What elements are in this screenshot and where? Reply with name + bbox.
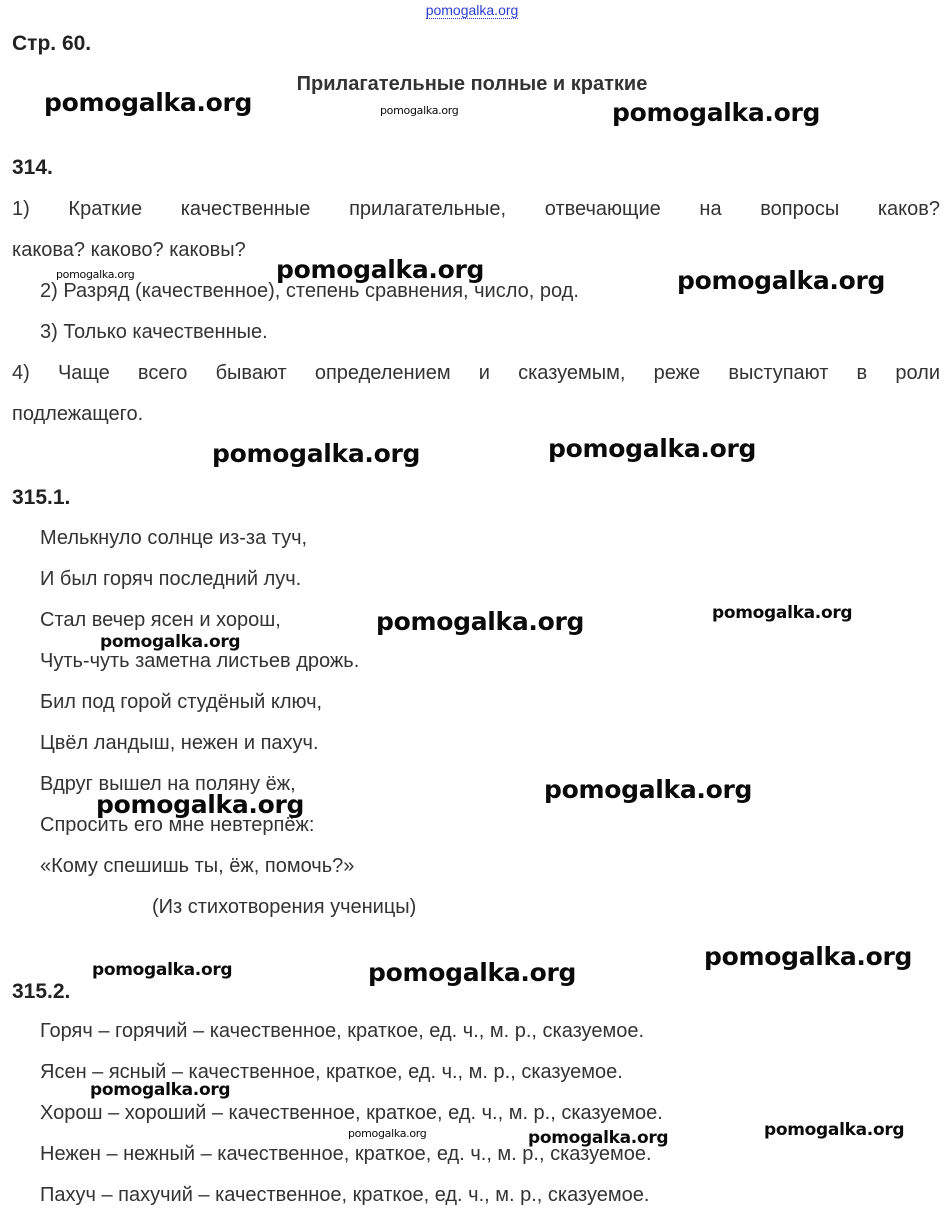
- exercise-314-paragraph-4-line-2: подлежащего.: [12, 403, 144, 425]
- poem-line: Бил под горой студёный ключ,: [40, 691, 323, 713]
- watermark: pomogalka.org: [368, 958, 577, 987]
- watermark: pomogalka.org: [704, 942, 913, 971]
- watermark: pomogalka.org: [677, 266, 886, 295]
- watermark: pomogalka.org: [90, 1080, 231, 1100]
- answer-line: Нежен – нежный – качественное, краткое, ед. ч., м. р., сказуемое.: [40, 1143, 652, 1165]
- watermark: pomogalka.org: [212, 439, 421, 468]
- poem-line: Мелькнуло солнце из-за туч,: [40, 527, 308, 549]
- top-watermark-text[interactable]: pomogalka.org: [425, 2, 519, 18]
- watermark: pomogalka.org: [764, 1120, 905, 1140]
- watermark: pomogalka.org: [712, 603, 853, 623]
- watermark: pomogalka.org: [96, 790, 305, 819]
- watermark: pomogalka.org: [100, 632, 241, 652]
- exercise-314-paragraph-1-line-2: какова? каково? каковы?: [12, 239, 246, 261]
- top-watermark-link[interactable]: [0, 2, 944, 18]
- watermark: pomogalka.org: [276, 255, 485, 284]
- exercise-315-1-number: 315.1.: [12, 486, 71, 509]
- poem-line: Чуть-чуть заметна листьев дрожь.: [40, 650, 360, 672]
- watermark: pomogalka.org: [376, 607, 585, 636]
- poem-line: Вдруг вышел на поляну ёж,: [40, 773, 296, 795]
- poem-line: «Кому спешишь ты, ёж, помочь?»: [40, 855, 355, 877]
- poem-line: Цвёл ландыш, нежен и пахуч.: [40, 732, 319, 754]
- watermark: pomogalka.org: [548, 434, 757, 463]
- watermark: pomogalka.org: [544, 775, 753, 804]
- answer-line: Ясен – ясный – качественное, краткое, ед. ч., м. р., сказуемое.: [40, 1061, 623, 1083]
- poem-line: Спросить его мне невтерпёж:: [40, 814, 315, 836]
- watermark: pomogalka.org: [380, 104, 459, 117]
- answer-line: Хорош – хороший – качественное, краткое, ед. ч., м. р., сказуемое.: [40, 1102, 663, 1124]
- poem-line: Стал вечер ясен и хорош,: [40, 609, 281, 631]
- exercise-314-number: 314.: [12, 156, 53, 179]
- exercise-315-2-number: 315.2.: [12, 980, 71, 1003]
- exercise-314-paragraph-4-line-1: 4) Чаще всего бывают определением и сказуемым, реже выступают в роли: [12, 362, 940, 384]
- exercise-314-paragraph-1-line-1: 1) Краткие качественные прилагательные, отвечающие на вопросы каков?: [12, 198, 940, 220]
- poem-source: (Из стихотворения ученицы): [152, 896, 417, 918]
- exercise-314-paragraph-2: 2) Разряд (качественное), степень сравнения, число, род.: [40, 280, 579, 302]
- page-reference: Стр. 60.: [12, 32, 92, 55]
- watermark: pomogalka.org: [348, 1127, 427, 1140]
- watermark: pomogalka.org: [528, 1128, 669, 1148]
- watermark: pomogalka.org: [44, 88, 253, 117]
- section-title: Прилагательные полные и краткие: [296, 73, 648, 95]
- watermark: pomogalka.org: [92, 960, 233, 980]
- answer-line: Горяч – горячий – качественное, краткое, ед. ч., м. р., сказуемое.: [40, 1020, 645, 1042]
- poem-line: И был горяч последний луч.: [40, 568, 302, 590]
- exercise-314-paragraph-3: 3) Только качественные.: [40, 321, 268, 343]
- watermark: pomogalka.org: [612, 98, 821, 127]
- watermark: pomogalka.org: [56, 268, 135, 281]
- answer-line: Пахуч – пахучий – качественное, краткое, ед. ч., м. р., сказуемое.: [40, 1184, 650, 1206]
